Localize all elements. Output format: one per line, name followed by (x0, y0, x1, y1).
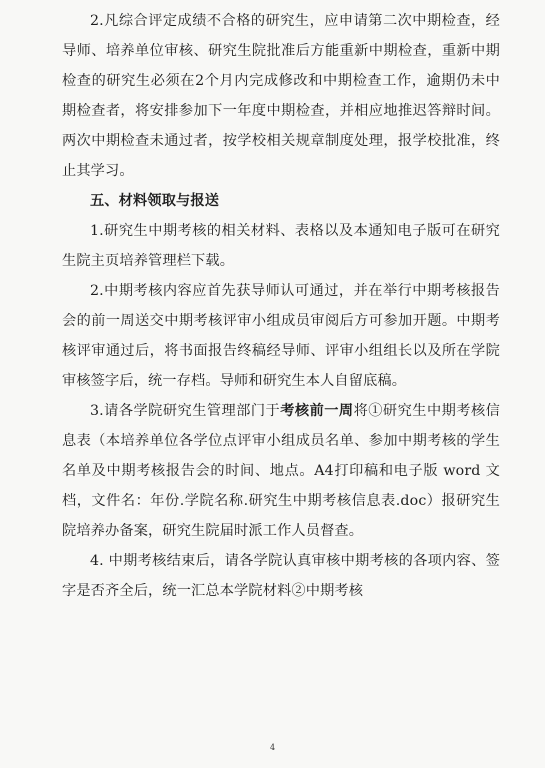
paragraph-college-submission-start: 3.请各学院研究生管理部门于 (90, 403, 281, 419)
page-number: 4 (269, 743, 276, 752)
paragraph-post-review: 4. 中期考核结束后，请各学院认真审核中期考核的各项内容、签字是否齐全后，统一汇总本学院材料②中期考核 (62, 553, 500, 599)
bold-deadline-text: 考核前一周 (280, 403, 354, 419)
document-body (62, 6, 500, 606)
section-heading-materials: 五、材料领取与报送 (90, 193, 220, 209)
paragraph-advisor-approval: 2.中期考核内容应首先获导师认可通过，并在举行中期考核报告会的前一周送交中期考核评审小组成员审阅后方可参加开题。中期考核评审通过后，将书面报告终稿经导师、评审小组组长以及所在学院审核签字后，统一存档。导师和研究生本人自留底稿。 (62, 283, 500, 389)
paragraph-midterm-failure: 2.凡综合评定成绩不合格的研究生，应申请第二次中期检查，经导师、培养单位审核、研究生院批准后方能重新中期检查，重新中期检查的研究生必须在2个月内完成修改和中期检查工作，逾期仍未中期检查者，将安排参加下一年度中期检查，并相应地推迟答辩时间。两次中期检查未通过者，按学校相关规章制度处理，报学校批准，终止其学习。 (62, 13, 500, 179)
paragraph-college-submission (62, 396, 500, 546)
paragraph-college-submission-rest: 将①研究生中期考核信息表（本培养单位各学位点评审小组成员名单、参加中期考核的学生名单及中期考核报告会的时间、地点。A4打印稿和电子版 word 文档，文件名：年份.学院名称.研究生中期考核信息表.doc）报研究生院培养办备案，研究生院届时派工作人员督查。 (62, 403, 500, 539)
paragraph-materials-download: 1.研究生中期考核的相关材料、表格以及本通知电子版可在研究生院主页培养管理栏下载。 (62, 223, 500, 269)
